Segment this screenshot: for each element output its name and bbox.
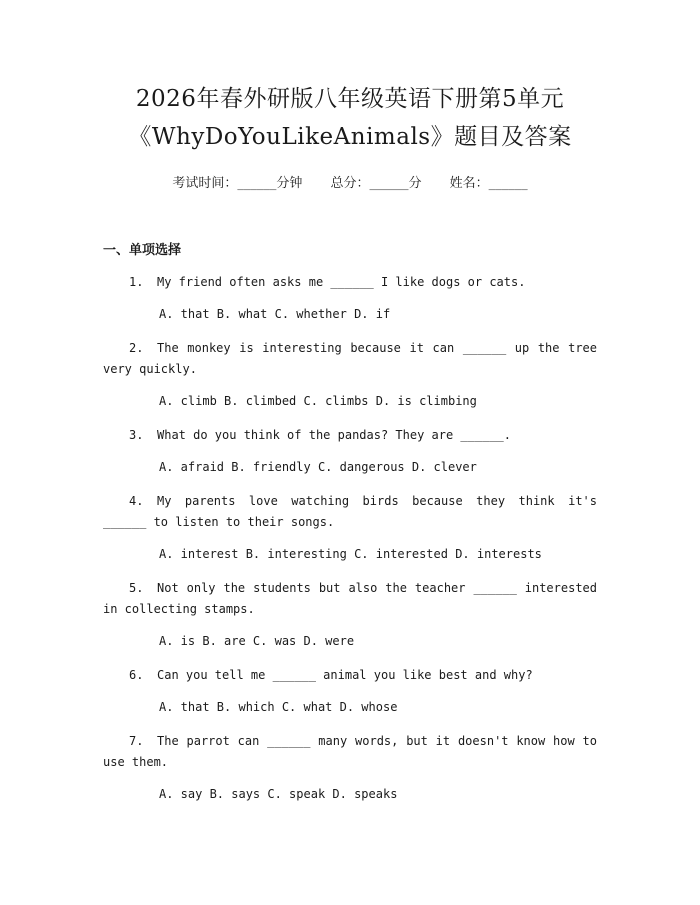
question-item bbox=[103, 578, 597, 651]
question-stem bbox=[103, 578, 597, 620]
question-options: A. that B. what C. whether D. if bbox=[159, 307, 391, 321]
title-line-2: 《WhyDoYouLikeAnimals》题目及答案 bbox=[128, 124, 572, 150]
question-options: A. say B. says C. speak D. speaks bbox=[159, 787, 398, 801]
name-field: 姓名：______ bbox=[449, 176, 528, 191]
question-item bbox=[103, 338, 597, 411]
question-stem bbox=[103, 731, 597, 773]
question-item bbox=[103, 665, 597, 717]
question-stem bbox=[103, 338, 597, 380]
question-text: What do you think of the pandas? They are ______. bbox=[157, 428, 512, 442]
section-title: 一、单项选择 bbox=[103, 243, 182, 258]
question-stem bbox=[103, 272, 597, 293]
question-text: Not only the students but also the teacher ______ interested in collecting stamps. bbox=[103, 581, 597, 616]
question-stem bbox=[103, 665, 597, 686]
question-stem bbox=[103, 425, 597, 446]
question-number: 5. bbox=[129, 581, 144, 595]
question-options: A. afraid B. friendly C. dangerous D. clever bbox=[159, 460, 477, 474]
question-number: 4. bbox=[129, 494, 144, 508]
question-options: A. is B. are C. was D. were bbox=[159, 634, 355, 648]
title-line-1: 2026年春外研版八年级英语下册第5单元 bbox=[135, 86, 565, 112]
question-number: 3. bbox=[129, 428, 144, 442]
exam-info bbox=[103, 172, 597, 191]
total-score-field: 总分：______分 bbox=[330, 176, 422, 191]
question-item bbox=[103, 731, 597, 804]
question-number: 1. bbox=[129, 275, 144, 289]
question-number: 6. bbox=[129, 668, 144, 682]
exam-time-field: 考试时间：______分钟 bbox=[172, 176, 303, 191]
question-number: 7. bbox=[129, 734, 144, 748]
question-text: My friend often asks me ______ I like dogs or cats. bbox=[157, 275, 526, 289]
question-text: My parents love watching birds because they think it's ______ to listen to their songs. bbox=[103, 494, 597, 529]
question-item bbox=[103, 272, 597, 324]
question-options: A. interest B. interesting C. interested D. interests bbox=[159, 547, 542, 561]
question-item bbox=[103, 491, 597, 564]
question-number: 2. bbox=[129, 341, 144, 355]
question-text: The monkey is interesting because it can ______ up the tree very quickly. bbox=[103, 341, 597, 376]
question-item bbox=[103, 425, 597, 477]
question-text: Can you tell me ______ animal you like best and why? bbox=[157, 668, 533, 682]
question-options: A. that B. which C. what D. whose bbox=[159, 700, 398, 714]
question-options: A. climb B. climbed C. climbs D. is climbing bbox=[159, 394, 477, 408]
question-stem bbox=[103, 491, 597, 533]
document-title bbox=[103, 80, 597, 156]
question-text: The parrot can ______ many words, but it doesn't know how to use them. bbox=[103, 734, 597, 769]
